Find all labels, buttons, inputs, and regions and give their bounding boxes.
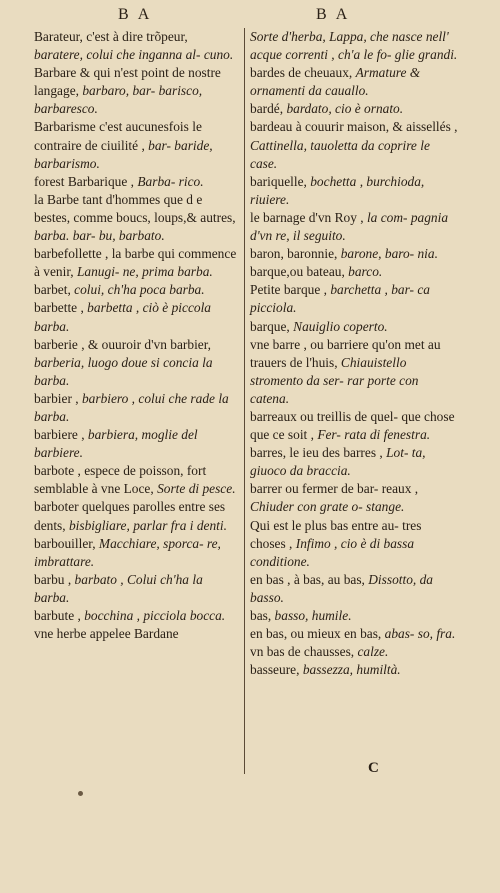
italian-text: colui, ch'ha poca barba. — [74, 282, 205, 298]
italian-text: Barba- — [137, 173, 179, 189]
french-text: vne herbe appelee Bardane — [34, 626, 179, 642]
italian-text: bu, barbato. — [98, 228, 165, 244]
dictionary-entry — [250, 607, 460, 625]
french-text: barbier , — [34, 390, 82, 406]
dictionary-entry — [34, 245, 240, 281]
italian-text: cuno. — [203, 47, 234, 63]
dictionary-entry — [250, 263, 460, 281]
italian-text: so, fra. — [417, 626, 456, 642]
dictionary-entry — [34, 607, 240, 625]
french-text: bas, — [250, 608, 275, 623]
french-text: Qui est le plus bas entre au- — [250, 517, 403, 533]
italian-text: barbato , Colui ch'ha la — [74, 571, 203, 587]
french-text: barreaux ou treillis de quel- — [250, 408, 402, 424]
french-text: barbote , espece de poisson, — [34, 463, 187, 479]
italian-text: stange. — [366, 499, 405, 515]
french-text: vne barre , ou barriere qu'on — [250, 336, 405, 352]
italian-text: bochetta , burchioda, — [310, 173, 425, 189]
italian-text: bassa conditione. — [250, 535, 415, 569]
french-text: barbute , — [34, 608, 85, 623]
french-text: aissellés , — [406, 119, 458, 135]
italian-text: ta, giuoco da braccia. — [250, 445, 426, 479]
french-text: le barnage d'vn Roy , — [250, 209, 367, 225]
french-text: loups,& autres, — [154, 209, 236, 225]
running-head-left: B A — [118, 6, 153, 23]
dictionary-entry — [34, 498, 240, 534]
italian-text: Infimo , cio è di — [295, 535, 384, 551]
italian-text: rar porte con catena. — [250, 372, 419, 406]
italian-text: la com- — [366, 209, 411, 225]
italian-text: barchetta , bar- — [330, 282, 418, 298]
catchword: C — [368, 760, 379, 776]
italian-text: riuiere. — [250, 191, 290, 207]
italian-text: bocca. — [189, 608, 226, 623]
french-text: d e bestes, comme boucs, — [34, 191, 203, 225]
dictionary-entry — [250, 245, 460, 263]
french-text: entre ses dents, — [34, 499, 226, 533]
dictionary-entry — [250, 480, 460, 516]
italian-text: nia. — [417, 246, 438, 262]
french-text: barberie , & ouuroir d'vn — [34, 336, 171, 352]
french-text: la Barbe tant d'hommes que — [34, 191, 187, 207]
french-text: en bas, ou mieux en bas, — [250, 626, 385, 642]
french-text: baron, baronnie, — [250, 246, 341, 262]
dictionary-entry — [250, 517, 460, 571]
italian-text: barba. — [34, 318, 70, 334]
dictionary-entry — [250, 336, 460, 408]
french-text: barbefollette , la barbe qui — [34, 246, 179, 262]
dictionary-entry — [34, 390, 240, 426]
french-text: tres choses , — [250, 517, 422, 551]
running-head-right: B A — [316, 6, 351, 23]
dictionary-entry — [34, 118, 240, 172]
italian-text: Macchiare, sporca- — [98, 535, 207, 551]
italian-text: barbiere. — [34, 445, 83, 461]
italian-text: rico. — [178, 173, 204, 189]
italian-text: barba. bar- — [34, 228, 99, 244]
french-text: forest Barbarique , — [34, 173, 138, 189]
italian-text: bocchina , picciola — [84, 608, 190, 623]
french-text: que chose que ce soit , — [250, 408, 455, 443]
dictionary-entry — [34, 571, 240, 607]
dictionary-entry — [34, 281, 240, 299]
italian-text: barisco, barbaresco. — [34, 83, 203, 117]
dictionary-entry — [250, 408, 460, 444]
french-text: le contraire de ciuilité , — [34, 119, 202, 153]
french-text: Barbare & qui n'est point de — [34, 65, 189, 81]
dictionary-entry — [250, 661, 460, 679]
french-text: bariquelle, — [250, 173, 311, 189]
italian-text: Armature — [355, 65, 410, 81]
dictionary-entry — [250, 173, 460, 209]
italian-text: glie grandi. — [394, 47, 458, 63]
dictionary-entry — [250, 643, 460, 661]
french-text: barbu , — [34, 571, 75, 587]
french-text: barbouiller, — [34, 535, 99, 551]
french-text: Barateur, c'est à dire trõpeur, — [34, 29, 188, 44]
italian-text: bar- — [148, 137, 175, 153]
dictionary-entry — [250, 571, 460, 607]
italian-text: da coprire le case. — [250, 137, 430, 171]
french-text: bardeau à couurir maison, & — [250, 119, 407, 135]
italian-text: barbetta , ciò è piccola — [87, 300, 212, 316]
dictionary-entry — [250, 28, 460, 64]
ink-spot — [78, 791, 83, 796]
italian-text: & ornamenti da cauallo. — [250, 65, 421, 99]
italian-text: barco. — [348, 264, 383, 280]
italian-text: nell' acque correnti , ch'a le fo- — [250, 29, 449, 63]
italian-text: barbiera, moglie del — [87, 427, 198, 443]
italian-text: baride, barbarismo. — [34, 137, 213, 171]
italian-text: abas- — [384, 626, 418, 642]
italian-text: Fer- — [317, 427, 345, 443]
italian-text: basso, humile. — [274, 608, 352, 623]
dictionary-entry — [34, 462, 240, 498]
french-text: Barbarisme c'est aucunesfois — [34, 119, 193, 135]
dictionary-entry — [250, 209, 460, 245]
italian-text: Sorte di pesce. — [157, 481, 236, 497]
italian-text: barone, baro- — [340, 246, 418, 262]
french-text: vn bas de chausses, — [250, 644, 358, 660]
french-text: barboter quelques parolles — [34, 499, 179, 515]
italian-text: Chiauistello stromento da ser- — [250, 354, 407, 388]
italian-text: Chiuder con grate o- — [250, 499, 367, 515]
italian-text: la barba. — [34, 390, 229, 424]
right-column — [250, 28, 460, 679]
dictionary-entry — [34, 173, 240, 191]
italian-text: parlar fra i denti. — [133, 517, 227, 533]
italian-text: ca picciola. — [250, 282, 430, 316]
dictionary-entry — [34, 535, 240, 571]
dictionary-entry — [250, 281, 460, 317]
italian-text: pagnia d'vn re, il seguito. — [250, 209, 449, 244]
italian-text: bassezza, humiltà. — [302, 662, 401, 678]
french-text: bardes de cheuaux, — [250, 65, 356, 81]
italian-text: ne, prima barba. — [122, 264, 213, 280]
italian-text: Lanugi- — [76, 264, 123, 280]
italian-text: re, imbrattare. — [34, 535, 221, 569]
dictionary-entry — [34, 191, 240, 245]
left-column — [34, 28, 240, 643]
french-text: en bas , à bas, au bas, — [250, 571, 369, 587]
dictionary-entry — [250, 625, 460, 643]
dictionary-entry — [34, 28, 240, 64]
french-text: barrer ou fermer de bar- — [250, 481, 382, 497]
french-text: barque, — [250, 318, 294, 334]
french-text: barque,ou bateau, — [250, 264, 349, 280]
italian-text: Cattinella, tauoletta — [250, 137, 362, 153]
dictionary-entry — [250, 118, 460, 172]
french-text: basseure, — [250, 662, 303, 678]
dictionary-entry — [250, 64, 460, 100]
dictionary-entry — [34, 336, 240, 390]
italian-text: barberia, luogo doue si — [34, 354, 164, 370]
italian-text: Lot- — [386, 445, 412, 461]
dictionary-entry — [250, 318, 460, 336]
italian-text: Sorte d'herba, Lappa, che nasce — [250, 29, 426, 44]
french-text: barbier, — [170, 336, 212, 352]
italian-text: Nauiglio coperto. — [293, 318, 388, 334]
italian-text: Dissotto, — [368, 571, 420, 587]
dictionary-entry — [34, 64, 240, 118]
dictionary-entry — [34, 426, 240, 462]
dictionary-entry — [250, 444, 460, 480]
french-text: barres, le ieu des barres , — [250, 445, 387, 461]
french-text: barbiere , — [34, 427, 88, 443]
dictionary-entry — [34, 625, 240, 643]
french-text: bardé, — [250, 101, 287, 117]
french-text: nostre langage, — [34, 65, 221, 99]
french-text: reaux , — [381, 481, 419, 497]
dictionary-entry — [34, 299, 240, 335]
italian-text: baratere, colui che inganna al- — [34, 47, 204, 63]
french-text: met au trauers de l'huis, — [250, 336, 441, 370]
french-text: commence à venir, — [34, 246, 237, 280]
french-text: barbet, — [34, 282, 75, 298]
italian-text: barba. — [34, 589, 70, 605]
italian-text: bisbigliare, — [68, 517, 134, 533]
italian-text: da basso. — [250, 571, 433, 605]
french-text: fort semblable à vne Loce, — [34, 463, 207, 497]
column-rule — [244, 28, 245, 774]
french-text: barbette , — [34, 300, 88, 316]
italian-text: calze. — [357, 644, 389, 660]
dictionary-entry — [250, 100, 460, 118]
italian-text: barbiero , colui che rade — [81, 390, 219, 406]
french-text: Petite barque , — [250, 282, 331, 298]
italian-text: bardato, cio è ornato. — [286, 101, 404, 117]
italian-text: barbaro, bar- — [82, 83, 159, 99]
italian-text: concia la barba. — [34, 354, 213, 388]
italian-text: rata di fenestra. — [344, 427, 431, 443]
